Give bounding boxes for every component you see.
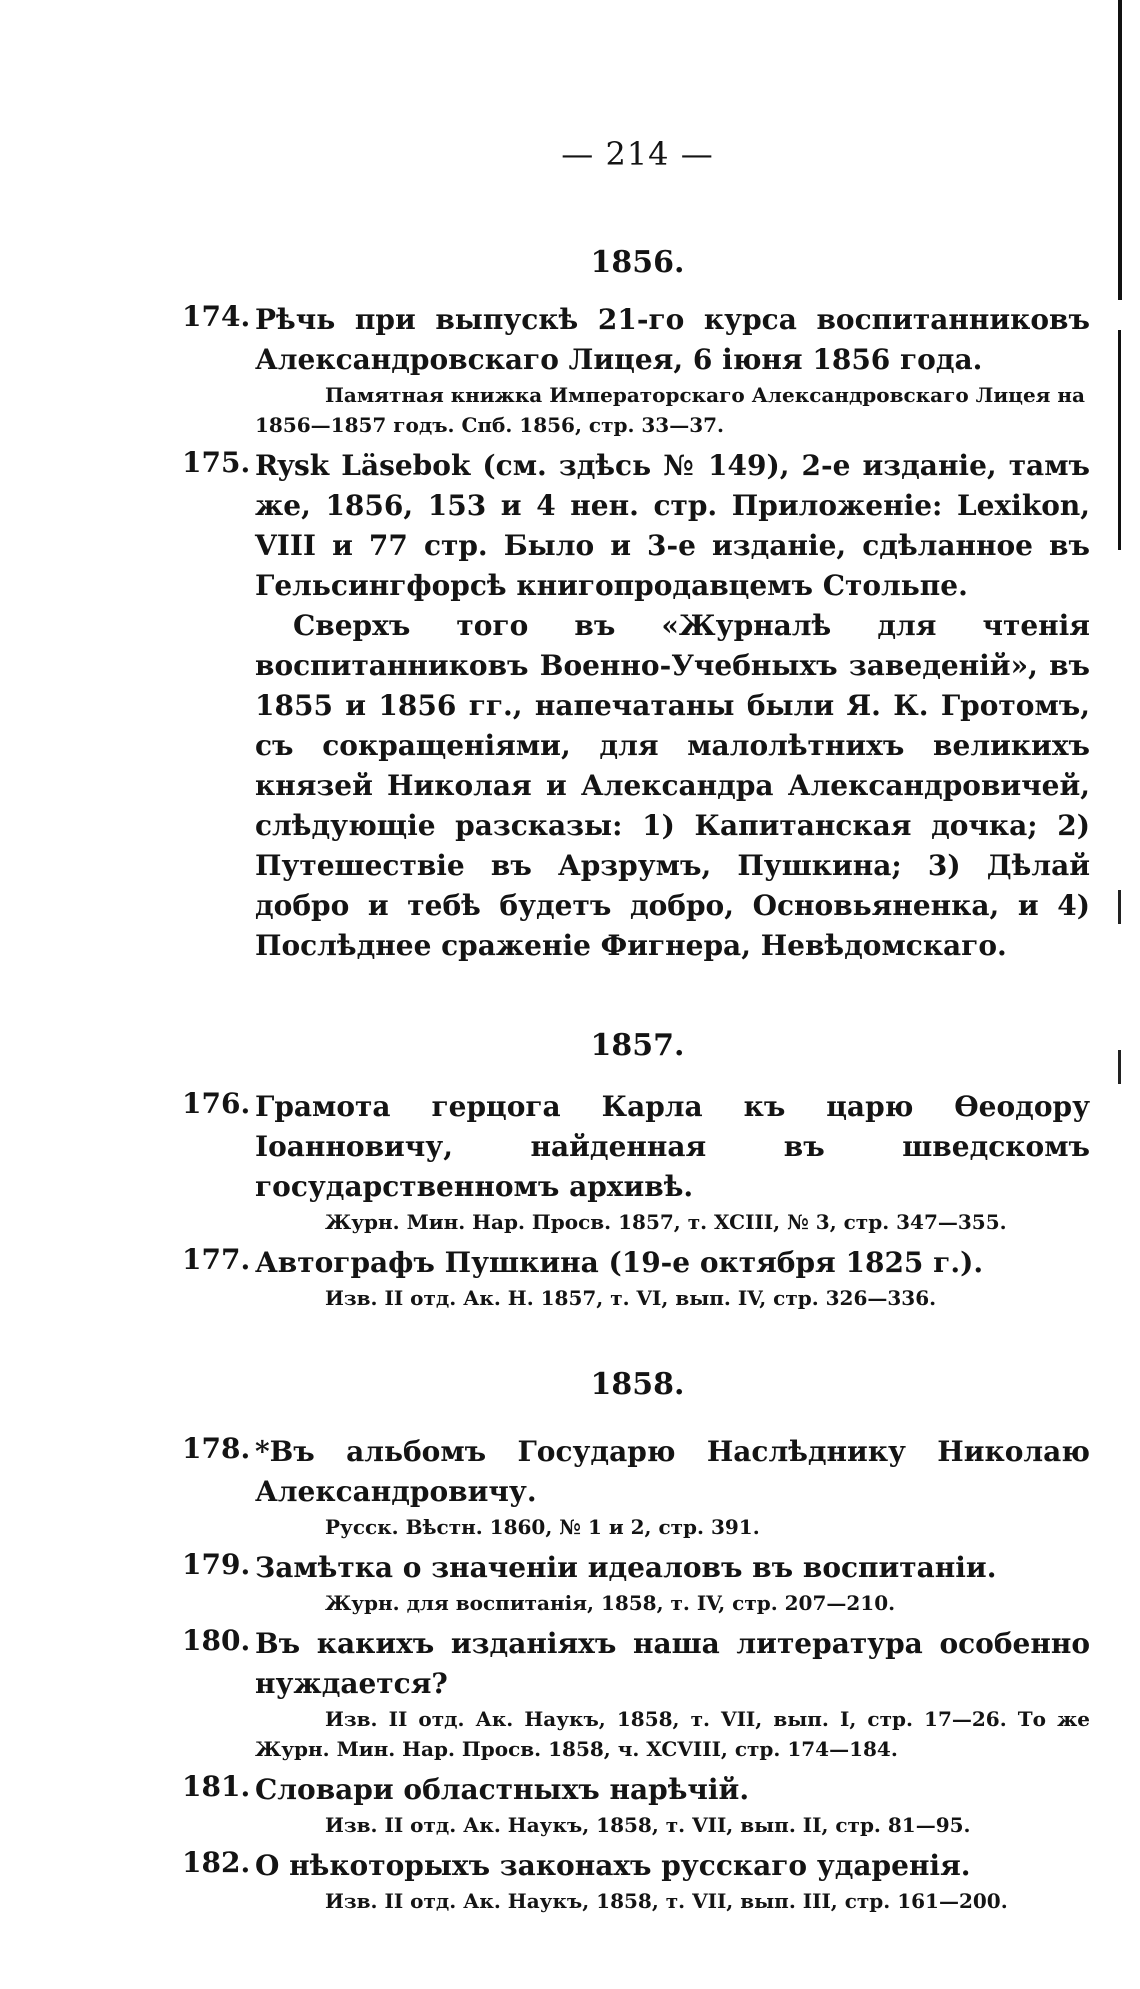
entry-number: 179. xyxy=(182,1548,251,1581)
year-heading-1858: 1858. xyxy=(590,1367,685,1402)
entry-number: 178. xyxy=(182,1432,251,1465)
entry-number: 174. xyxy=(182,300,251,333)
entry-title: О нѣкоторыхъ законахъ русскаго ударенія. xyxy=(255,1849,971,1882)
entry-title: Рѣчь при выпускѣ 21-го курса воспитанниковъ Александровскаго Лицея, 6 іюня 1856 года. xyxy=(255,303,1090,376)
entry-source: Изв. II отд. Ак. Наукъ, 1858, т. VII, вып. II, стр. 81—95. xyxy=(325,1813,971,1837)
bib-entry-176 xyxy=(182,1087,1090,1207)
entry-title: Словари областныхъ нарѣчій. xyxy=(255,1773,750,1806)
edge-tick xyxy=(1118,890,1121,924)
entry-title: Въ какихъ изданіяхъ наша литература особенно нуждается? xyxy=(255,1627,1090,1700)
bib-entry-177 xyxy=(182,1243,1090,1283)
bib-entry-182 xyxy=(182,1846,1090,1886)
entry-title: Замѣтка о значеніи идеаловъ въ воспитаніи. xyxy=(255,1551,997,1584)
bib-entry-178 xyxy=(182,1432,1090,1512)
entry-source: Журн. для воспитанія, 1858, т. IV, стр. 207—210. xyxy=(325,1591,896,1615)
entry-source: Изв. II отд. Ак. Н. 1857, т. VI, вып. IV, стр. 326—336. xyxy=(325,1286,937,1310)
entry-number: 175. xyxy=(182,446,251,479)
entry-title: Автографъ Пушкина (19-е октября 1825 г.). xyxy=(255,1246,984,1279)
entry-number: 182. xyxy=(182,1846,251,1879)
bib-entry-181 xyxy=(182,1770,1090,1810)
entry-note-paragraph: Сверхъ того въ «Журналѣ для чтенія воспитанниковъ Военно-Учебныхъ заведеній», въ 1855 и 1856 гг., напечатаны были Я. К. Гротомъ, съ сокращеніями, для малолѣтнихъ великихъ князей Николая и Александра Александровичей, слѣдующіе разсказы: 1) Капитанская дочка; 2) Путешествіе въ Арзрумъ, Пушкина; 3) Дѣлай добро и тебѣ будетъ добро, Основьяненка, и 4) Послѣднее сраженіе Фигнера, Невѣдомскаго. xyxy=(255,609,1090,962)
entry-number: 181. xyxy=(182,1770,251,1803)
entry-title: Грамота герцога Карла къ царю Ѳеодору Іоанновичу, найденная въ шведскомъ государственномъ архивѣ. xyxy=(255,1090,1090,1203)
year-heading-1856: 1856. xyxy=(590,245,685,280)
bib-entry-179 xyxy=(182,1548,1090,1588)
entry-source: Журн. Мин. Нар. Просв. 1857, т. XCIII, № 3, стр. 347—355. xyxy=(325,1210,1007,1234)
page-number: — 214 — xyxy=(561,135,714,173)
entry-source: Памятная книжка Императорскаго Александровскаго Лицея на 1856—1857 годъ. Спб. 1856, стр. 33—37. xyxy=(255,383,1086,437)
entry-number: 180. xyxy=(182,1624,251,1657)
entry-title: *Въ альбомъ Государю Наслѣднику Николаю Александровичу. xyxy=(255,1435,1090,1508)
entry-number: 177. xyxy=(182,1243,251,1276)
entry-source: Изв. II отд. Ак. Наукъ, 1858, т. VII, вып. III, стр. 161—200. xyxy=(325,1889,1008,1913)
entry-title: Rysk Läsebok (см. здѣсь № 149), 2-е изданіе, тамъ же, 1856, 153 и 4 нен. стр. Приложеніе: Lexikon, VIII и 77 стр. Было и 3-е изданіе, сдѣланное въ Гельсингфорсѣ книгопродавцемъ Стольпе. xyxy=(255,449,1090,602)
entry-source: Изв. II отд. Ак. Наукъ, 1858, т. VII, вып. I, стр. 17—26. То же Журн. Мин. Нар. Просв. 1858, ч. XCVIII, стр. 174—184. xyxy=(255,1707,1090,1761)
bib-entry-180 xyxy=(182,1624,1090,1704)
document-page xyxy=(182,120,1090,1916)
page-edge-line-lower xyxy=(1118,330,1121,550)
bib-entry-174 xyxy=(182,300,1090,380)
edge-tick xyxy=(1118,1050,1121,1084)
bib-entry-175 xyxy=(182,446,1090,606)
entry-source: Русск. Вѣстн. 1860, № 1 и 2, стр. 391. xyxy=(325,1515,760,1539)
year-heading-1857: 1857. xyxy=(590,1028,685,1063)
entry-number: 176. xyxy=(182,1087,251,1120)
page-edge-line xyxy=(1118,0,1122,300)
